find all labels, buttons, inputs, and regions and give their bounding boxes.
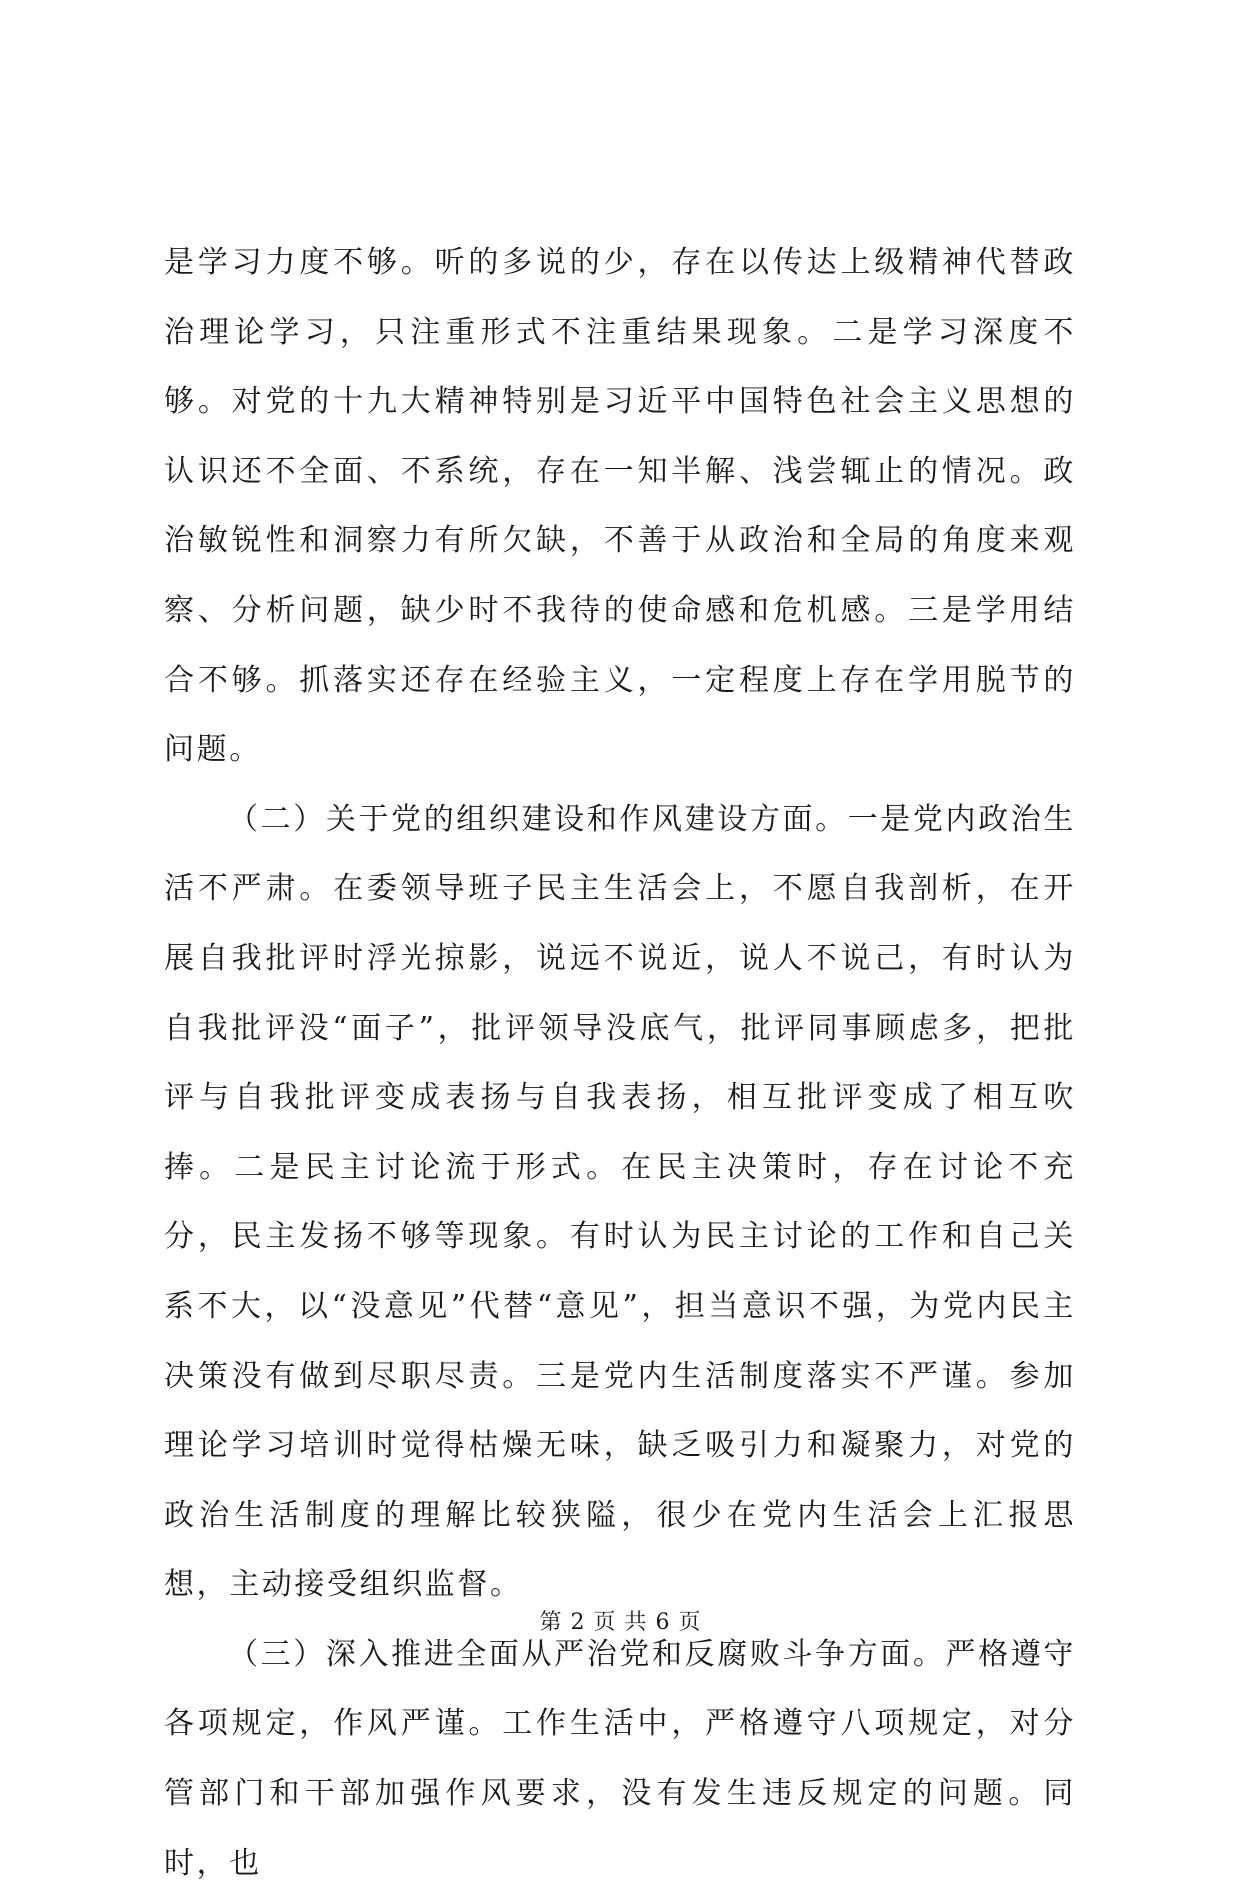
paragraph-1: 是学习力度不够。听的多说的少，存在以传达上级精神代替政治理论学习，只注重形式不注重结果现象。二是学习深度不够。对党的十九大精神特别是习近平中国特色社会主义思想的认识还不全面、不系统，存在一知半解、浅尝辄止的情况。政治敏锐性和洞察力有所欠缺，不善于从政治和全局的角度来观察、分析问题，缺少时不我待的使命感和危机感。三是学用结合不够。抓落实还存在经验主义，一定程度上存在学用脱节的问题。: [164, 245, 1076, 768]
paragraph-3: （三）深入推进全面从严治党和反腐败斗争方面。严格遵守各项规定，作风严谨。工作生活中，严格遵守八项规定，对分管部门和干部加强作风要求，没有发生违反规定的问题。同时，也: [164, 1636, 1076, 1881]
paragraph-2: （二）关于党的组织建设和作风建设方面。一是党内政治生活不严肃。在委领导班子民主生活会上，不愿自我剖析，在开展自我批评时浮光掠影，说远不说近，说人不说己，有时认为自我批评没“面子”，批评领导没底气，批评同事顾虑多，把批评与自我批评变成表扬与自我表扬，相互批评变成了相互吹捧。二是民主讨论流于形式。在民主决策时，存在讨论不充分，民主发扬不够等现象。有时认为民主讨论的工作和自己关系不大，以“没意见”代替“意见”，担当意识不强，为党内民主决策没有做到尽职尽责。三是党内生活制度落实不严谨。参加理论学习培训时觉得枯燥无味，缺乏吸引力和凝聚力，对党的政治生活制度的理解比较狭隘，很少在党内生活会上汇报思想，主动接受组织监督。: [164, 801, 1076, 1603]
document-body: [164, 228, 1076, 1898]
page-number-footer: 第 2 页 共 6 页: [539, 1610, 702, 1635]
